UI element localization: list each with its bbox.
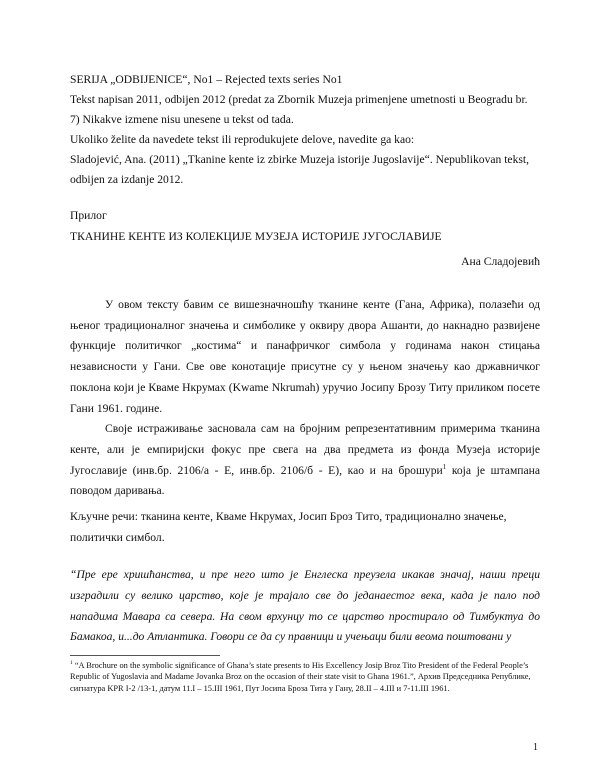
footnote-text: “A Brochure on the symbolic significance of Ghana’s state presents to His Excellency Josip Broz Tito President of the Federal People’s Republic of Yugoslavia and Madame Jovanka Broz on the occasion of their state visit to Ghana 1961.”, Архив Председника Републике, сигнатура KPR I-2 /13-1, датум 11.I – 15.III 1961, Пут Јосипа Броза Тита у Гану, 28.II – 4.III и 7-11.III 1961. — [70, 661, 531, 693]
rejection-notice-header — [70, 70, 540, 190]
cite-instruction: Ukoliko želite da navedete tekst ili reprodukujete delove, navedite ga kao: — [70, 133, 415, 146]
keywords: Кључне речи: тканина кенте, Кваме Нкрумах, Јосип Броз Тито, традиционално значење, политички симбол. — [70, 510, 507, 544]
footnote-mark: 1 — [70, 660, 73, 667]
written-line: Tekst napisan 2011, odbijen 2012 (predat za Zbornik Muzeja primenjene umetnosti u Beogradu br. 7) Nikakve izmene nisu unesene u tekst od tada. — [70, 93, 528, 126]
footnote-reference[interactable]: 1 — [442, 462, 447, 471]
series-line: SERIJA „ODBIJENICE“, No1 – Rejected texts series No1 — [70, 73, 343, 86]
paragraph-2-text: Своје истраживање засновала сам на бројним репрезентативним примерима тканина кенте, али је емпиријски фокус пре свега на два предмета из фонда Музеја историје Југославије (инв.бр. 2106/а - Е, инв.бр. 2106/б - Е), као и на брошури — [70, 422, 540, 477]
prilog-label: Прилог — [70, 209, 107, 222]
footnote — [70, 660, 540, 694]
article-author: Ана Сладојевић — [461, 255, 540, 268]
page-number: 1 — [533, 742, 538, 753]
article-body — [70, 295, 540, 502]
article-title: ТКАНИНЕ КЕНТЕ ИЗ КОЛЕКЦИЈЕ МУЗЕЈА ИСТОРИЈЕ ЈУГОСЛАВИЈЕ — [70, 230, 442, 243]
footnote-divider — [70, 655, 220, 656]
paragraph-2 — [70, 419, 540, 502]
citation: Sladojević, Ana. (2011) „Tkanine kente iz zbirke Muzeja istorije Jugoslavije“. Nepublikovan tekst, odbijen za izdanje 2012. — [70, 153, 529, 186]
paragraph-2-text-end: која је штампана поводом даривања. — [70, 463, 540, 498]
paragraph-1: У овом тексту бавим се вишезначношћу тканине кенте (Гана, Африка), полазећи од њеног традиционалног значења и симболике у оквиру двора Ашанти, до накнадно развијене функције политичког „костима“ и панафричког симбола у годинама након стицања независности у Гани. Све ове конотације присутне су у њеном значењу као државничког поклона који је Кваме Нкрумах (Kwame Nkrumah) уручио Јосипу Брозу Титу приликом посете Гани 1961. године. — [70, 298, 540, 415]
quote-paragraph: “Пре ере хришћанства, и пре него што је Енглеска преузела икакав значај, наши преци изградили су велико царство, које је трајало све до једанаестог века, када је пало под нападима Мавара са севера. На свом врхунцу то се царство простирало од Тимбуктуа до Бамакоа, и...до Атлантика. Говори се да су правници и учењаци били веома поштовани у — [70, 568, 540, 644]
